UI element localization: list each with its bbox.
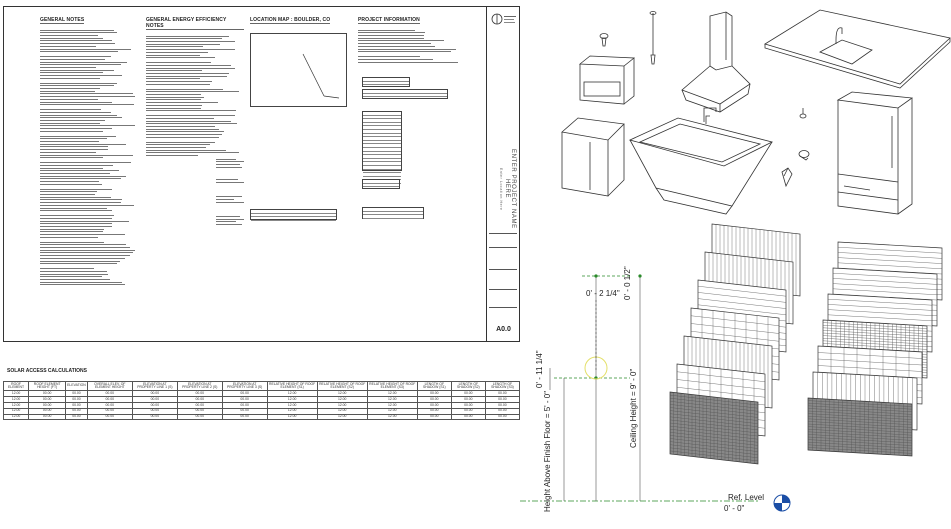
note-text-line <box>40 146 108 147</box>
solar-table-cell: 12.00 <box>317 408 367 414</box>
level-marker-icon[interactable] <box>774 495 790 511</box>
note-text-line <box>146 52 208 53</box>
solar-table-cell: 00.00 <box>29 408 66 414</box>
solar-table-cell: 00.00 <box>132 397 177 403</box>
solar-table-cell: 00.00 <box>485 397 519 403</box>
note-text-line <box>40 252 133 253</box>
note-text-line <box>146 46 203 47</box>
sconce-icon[interactable] <box>600 34 608 47</box>
note-text-line <box>40 263 117 264</box>
solar-table-header: LENGTH OF SHADOW (S2) <box>451 382 485 391</box>
note-text-line <box>40 88 100 89</box>
energy-notes-title: GENERAL ENERGY EFFICIENCY NOTES <box>146 17 244 30</box>
solar-table-cell: 00.00 <box>29 402 66 408</box>
note-text-line <box>40 102 112 103</box>
note-text-line <box>40 242 104 243</box>
solar-table-cell: 12.00 <box>267 397 317 403</box>
note-text-line <box>40 72 103 73</box>
note-text-line <box>40 32 117 33</box>
note-text-line <box>40 117 122 118</box>
families-canvas <box>520 0 951 524</box>
solar-table-cell: 00.00 <box>485 391 519 397</box>
note-text-line <box>146 147 206 148</box>
note-text-line <box>40 35 98 36</box>
note-text-line <box>358 62 458 63</box>
solar-table-title: SOLAR ACCESS CALCULATIONS <box>7 368 87 374</box>
solar-table-cell: 00.00 <box>451 414 485 420</box>
note-text-line <box>40 237 98 238</box>
note-text-line <box>40 234 125 235</box>
solar-table-cell: 00.00 <box>66 397 88 403</box>
note-text-line <box>146 108 201 109</box>
dim-top-label: 0' - 2 1/4" <box>586 289 620 298</box>
solar-table-header: ROOF ELEMENT <box>4 382 29 391</box>
solar-table-cell: 12.00 <box>367 408 417 414</box>
solar-table-cell: 12.00 <box>317 391 367 397</box>
sheet-number: A0.0 <box>496 326 511 333</box>
solar-summary-table <box>362 207 424 219</box>
note-text-line <box>40 197 111 198</box>
note-text-line <box>40 141 99 142</box>
note-text-line <box>40 284 125 285</box>
note-text-line <box>40 162 131 163</box>
model-view-panel[interactable] <box>520 0 951 524</box>
drawing-sheet[interactable] <box>3 6 520 342</box>
note-text-line <box>358 43 431 44</box>
note-text-line <box>358 46 435 47</box>
solar-table-cell: 00.00 <box>222 408 267 414</box>
note-text-line <box>146 68 235 69</box>
note-text-line <box>146 38 222 39</box>
note-text-line <box>40 67 96 68</box>
note-text-line <box>40 152 96 153</box>
solar-table-cell: 00.00 <box>485 414 519 420</box>
note-text-line <box>40 229 104 230</box>
solar-table-cell: 00.00 <box>417 397 451 403</box>
note-text-line <box>40 247 130 248</box>
note-text-line <box>146 91 239 92</box>
note-text-line <box>40 96 135 97</box>
solar-table-header: ELEVATION AT PROPERTY LINE 3 (S) <box>222 382 267 391</box>
dim-side-label: 0' - 11 1/4" <box>535 350 544 388</box>
note-text-line <box>146 73 229 74</box>
note-text-line <box>40 83 117 84</box>
solar-table-cell: 12.00 <box>267 414 317 420</box>
note-text-line <box>40 155 133 156</box>
note-text-line <box>40 99 98 100</box>
note-text-line <box>146 55 200 56</box>
note-text-line <box>358 38 424 39</box>
range-hood-icon[interactable] <box>682 12 750 112</box>
general-notes-text <box>40 30 140 286</box>
note-text-line <box>40 226 112 227</box>
solar-table-cell: 00.00 <box>29 391 66 397</box>
table-row <box>4 414 520 420</box>
note-text-line <box>40 178 121 179</box>
solar-table-cell: 12.00 <box>4 391 29 397</box>
wall-panels-right[interactable] <box>808 242 942 456</box>
note-text-line <box>146 89 223 90</box>
lot-table <box>250 209 337 220</box>
solar-table-cell: 00.00 <box>29 414 66 420</box>
note-text-line <box>40 231 103 232</box>
solar-table-cell: 00.00 <box>132 408 177 414</box>
note-text-line <box>146 84 210 85</box>
note-text-line <box>40 250 135 251</box>
solar-table-cell: 00.00 <box>132 391 177 397</box>
solar-table-cell: 00.00 <box>66 402 88 408</box>
solar-table-header: ROOF ELEMENT HEIGHT (FT) <box>29 382 66 391</box>
solar-table-cell: 00.00 <box>417 402 451 408</box>
note-text-line <box>40 258 125 259</box>
solar-table-header: LENGTH OF SHADOW (S1) <box>417 382 451 391</box>
note-text-line <box>146 142 215 143</box>
note-text-line <box>40 157 103 158</box>
note-text-line <box>40 38 103 39</box>
solar-table-header: ELEVATION <box>66 382 88 391</box>
solar-table-header: RELATIVE HEIGHT OF ROOF ELEMENT (S3) <box>369 381 416 390</box>
ref-level-label: Ref. Level <box>728 493 765 502</box>
note-text-line <box>146 118 214 119</box>
note-text-line <box>146 49 235 50</box>
note-text-line <box>40 223 112 224</box>
solar-table-header: RELATIVE HEIGHT OF ROOF ELEMENT (S1) <box>269 381 316 390</box>
map-leader-line <box>251 34 346 106</box>
note-text-line <box>40 125 135 126</box>
note-text-line <box>40 144 126 145</box>
solar-table-cell: 00.00 <box>222 397 267 403</box>
note-text-line <box>358 56 420 57</box>
solar-table-cell: 12.00 <box>367 397 417 403</box>
solar-table-cell: 00.00 <box>417 391 451 397</box>
note-text-line <box>146 65 231 66</box>
energy-notes-extra <box>216 157 246 227</box>
base-cabinet-icon[interactable] <box>562 118 624 196</box>
note-text-line <box>40 194 95 195</box>
microwave-drawer-icon[interactable] <box>580 56 634 104</box>
solar-table-cell: 12.00 <box>317 402 367 408</box>
note-text-line <box>40 91 95 92</box>
note-text-line <box>40 46 96 47</box>
countertop-sink-icon[interactable] <box>765 10 950 88</box>
note-text-line <box>40 128 112 129</box>
note-text-line <box>40 279 110 280</box>
note-text-line <box>146 57 215 58</box>
note-text-line <box>40 274 108 275</box>
note-text-line <box>358 30 415 31</box>
energy-notes-column <box>146 17 244 158</box>
location-map-column <box>250 17 348 28</box>
note-text-line <box>40 268 94 269</box>
note-text-line <box>40 109 101 110</box>
note-text-line <box>40 184 102 185</box>
project-location: Enter Location Here <box>499 167 503 211</box>
solar-table-cell: 00.00 <box>222 402 267 408</box>
note-text-line <box>40 104 134 105</box>
note-text-line <box>40 205 134 206</box>
solar-table-cell: 12.00 <box>4 408 29 414</box>
solar-table-cell: 12.00 <box>267 391 317 397</box>
note-text-line <box>40 115 117 116</box>
solar-table-cell: 00.00 <box>417 414 451 420</box>
note-text-line <box>40 131 103 132</box>
note-text-line <box>146 81 212 82</box>
solar-table-cell: 00.00 <box>451 402 485 408</box>
solar-table-cell: 12.00 <box>317 414 367 420</box>
note-text-line <box>40 189 112 190</box>
solar-table-cell: 00.00 <box>66 408 88 414</box>
note-text-line <box>40 181 99 182</box>
note-text-line <box>146 62 211 63</box>
title-block-cell <box>489 289 517 299</box>
solar-access-schedule[interactable] <box>3 368 520 431</box>
solar-table-cell: 00.00 <box>87 391 132 397</box>
note-text-line <box>146 150 226 151</box>
title-block-cell <box>489 307 517 317</box>
solar-table-cell: 00.00 <box>66 414 88 420</box>
general-notes-title: GENERAL NOTES <box>40 17 85 23</box>
solar-table-cell: 12.00 <box>267 408 317 414</box>
note-text-line <box>40 123 100 124</box>
solar-table-cell: 00.00 <box>451 397 485 403</box>
note-text-line <box>40 191 97 192</box>
note-text-line <box>40 30 114 31</box>
note-text-line <box>40 215 114 216</box>
note-text-line <box>40 168 103 169</box>
solar-table-header: LENGTH OF SHADOW (S3) <box>485 382 519 391</box>
solar-table-header: ELEVATION AT PROPERTY LINE 2 (S) <box>177 382 222 391</box>
note-text-line <box>40 149 108 150</box>
note-text-line <box>146 105 202 106</box>
note-text-line <box>40 173 110 174</box>
wall-panel[interactable] <box>670 392 758 464</box>
note-text-line <box>146 94 201 95</box>
note-text-line <box>40 176 126 177</box>
note-text-line <box>40 210 112 211</box>
wall-panel[interactable] <box>808 398 912 456</box>
note-text-line <box>146 110 236 111</box>
project-info-title: PROJECT INFORMATION <box>358 17 420 23</box>
note-text-line <box>146 36 229 37</box>
solar-table-header: OVERALL ELEV. OF ELEMENT HEIGHT <box>87 382 132 391</box>
title-block-cell <box>489 233 517 243</box>
note-text-line <box>40 170 119 171</box>
note-text-line <box>358 35 424 36</box>
solar-table-cell: 00.00 <box>87 414 132 420</box>
note-text-line <box>40 62 127 63</box>
project-info-text <box>358 30 463 63</box>
bathtub-icon[interactable] <box>630 108 772 214</box>
note-text-line <box>40 75 122 76</box>
height-table <box>362 179 400 189</box>
note-text-line <box>146 155 198 156</box>
note-text-line <box>146 102 218 103</box>
note-text-line <box>40 49 131 50</box>
note-text-line <box>146 78 200 79</box>
note-text-line <box>146 144 210 145</box>
note-text-line <box>40 208 107 209</box>
firm-logo-icon <box>487 7 520 35</box>
note-text-line <box>40 271 107 272</box>
energy-notes-text <box>146 36 244 156</box>
location-map[interactable] <box>250 33 347 107</box>
note-text-line <box>146 126 215 127</box>
solar-table-header: RELATIVE HEIGHT OF ROOF ELEMENT (S2) <box>319 381 366 390</box>
note-text-line <box>146 41 235 42</box>
solar-table-cell: 00.00 <box>177 397 222 403</box>
note-text-line <box>40 64 121 65</box>
note-text-line <box>358 59 433 60</box>
note-text-line <box>146 152 239 153</box>
note-text-line <box>40 112 111 113</box>
solar-table-cell: 00.00 <box>485 408 519 414</box>
solar-table-cell: 00.00 <box>66 391 88 397</box>
wall-panels-left[interactable] <box>670 224 800 464</box>
zoning-table <box>362 77 410 87</box>
note-text-line <box>40 255 130 256</box>
note-text-line <box>146 44 220 45</box>
solar-table-cell: 12.00 <box>367 414 417 420</box>
note-text-line <box>40 43 115 44</box>
solar-table-cell: 00.00 <box>451 391 485 397</box>
solar-table-cell: 12.00 <box>317 397 367 403</box>
dim-ceiling-top-label: 0' - 0 1/2" <box>623 266 632 300</box>
solar-table-cell: 00.00 <box>177 414 222 420</box>
note-text-line <box>146 99 201 100</box>
title-block <box>486 7 519 341</box>
note-text-line <box>146 76 227 77</box>
note-text-line <box>358 40 444 41</box>
solar-table-cell: 00.00 <box>87 397 132 403</box>
note-text-line <box>146 134 222 135</box>
solar-table-cell: 00.00 <box>132 402 177 408</box>
solar-table-cell: 00.00 <box>87 402 132 408</box>
note-text-line <box>40 51 118 52</box>
note-text-line <box>358 32 425 33</box>
note-text-line <box>40 120 105 121</box>
project-name: ENTER PROJECT NAME HERE <box>504 149 516 229</box>
solar-table-cell: 00.00 <box>177 408 222 414</box>
note-text-line <box>40 56 111 57</box>
dim-height-label: Height Above Finish Floor = 5' - 0" <box>543 390 552 512</box>
solar-table-cell: 12.00 <box>267 402 317 408</box>
note-text-line <box>40 70 114 71</box>
general-notes-column <box>40 17 140 287</box>
ref-level-value: 0' - 0" <box>724 504 745 513</box>
project-name-vertical <box>490 139 516 239</box>
note-text-line <box>146 137 219 138</box>
solar-table-cell: 00.00 <box>417 408 451 414</box>
title-block-cell <box>489 269 517 279</box>
note-text-line <box>146 129 219 130</box>
ceiling-height-label: Ceiling Height = 9' - 0" <box>629 368 638 448</box>
refrigerator-icon[interactable] <box>838 92 912 214</box>
solar-table-cell: 00.00 <box>87 408 132 414</box>
note-text-line <box>146 70 202 71</box>
solar-table-cell: 00.00 <box>177 391 222 397</box>
solar-table <box>3 381 520 420</box>
note-text-line <box>146 131 224 132</box>
note-text-line <box>40 221 129 222</box>
note-text-line <box>40 282 122 283</box>
note-text-line <box>40 165 113 166</box>
solar-table-cell: 00.00 <box>485 402 519 408</box>
note-text-line <box>146 97 204 98</box>
note-text-line <box>40 40 112 41</box>
note-text-line <box>146 121 231 122</box>
solar-table-cell: 00.00 <box>29 397 66 403</box>
note-text-line <box>146 115 235 116</box>
note-text-line <box>40 202 121 203</box>
solar-table-cell: 12.00 <box>367 391 417 397</box>
title-block-cell <box>489 247 517 257</box>
solar-table-cell: 00.00 <box>177 402 222 408</box>
shower-head-icon[interactable] <box>799 151 809 161</box>
solar-table-cell: 00.00 <box>222 391 267 397</box>
note-text-line <box>40 85 114 86</box>
note-text-line <box>40 59 105 60</box>
floor-area-table <box>362 111 402 171</box>
note-text-line <box>40 136 116 137</box>
note-text-line <box>40 218 112 219</box>
solar-table-cell: 12.00 <box>4 402 29 408</box>
faucet-icon[interactable] <box>800 108 806 118</box>
note-text-line <box>358 49 456 50</box>
solar-table-cell: 12.00 <box>4 397 29 403</box>
location-map-title: LOCATION MAP : BOULDER, CO <box>250 17 331 23</box>
solar-table-cell: 12.00 <box>4 414 29 420</box>
solar-table-header: ELEVATION AT PROPERTY LINE 1 (S) <box>132 382 177 391</box>
note-text-line <box>40 138 107 139</box>
solar-table-cell: 00.00 <box>132 414 177 420</box>
solar-table-cell: 00.00 <box>451 408 485 414</box>
project-info-column <box>358 17 463 64</box>
wall-sconce-icon[interactable] <box>782 168 792 186</box>
solar-table-cell: 00.00 <box>222 414 267 420</box>
note-text-line <box>40 261 120 262</box>
solar-table-cell: 12.00 <box>367 402 417 408</box>
setbacks-table <box>362 89 448 99</box>
note-text-line <box>358 51 451 52</box>
note-text-line <box>40 244 126 245</box>
note-text-line <box>146 123 237 124</box>
note-text-line <box>40 78 100 79</box>
pendant-light-icon[interactable] <box>650 12 656 65</box>
note-text-line <box>40 93 133 94</box>
note-text-line <box>40 276 102 277</box>
note-text-line <box>40 199 122 200</box>
